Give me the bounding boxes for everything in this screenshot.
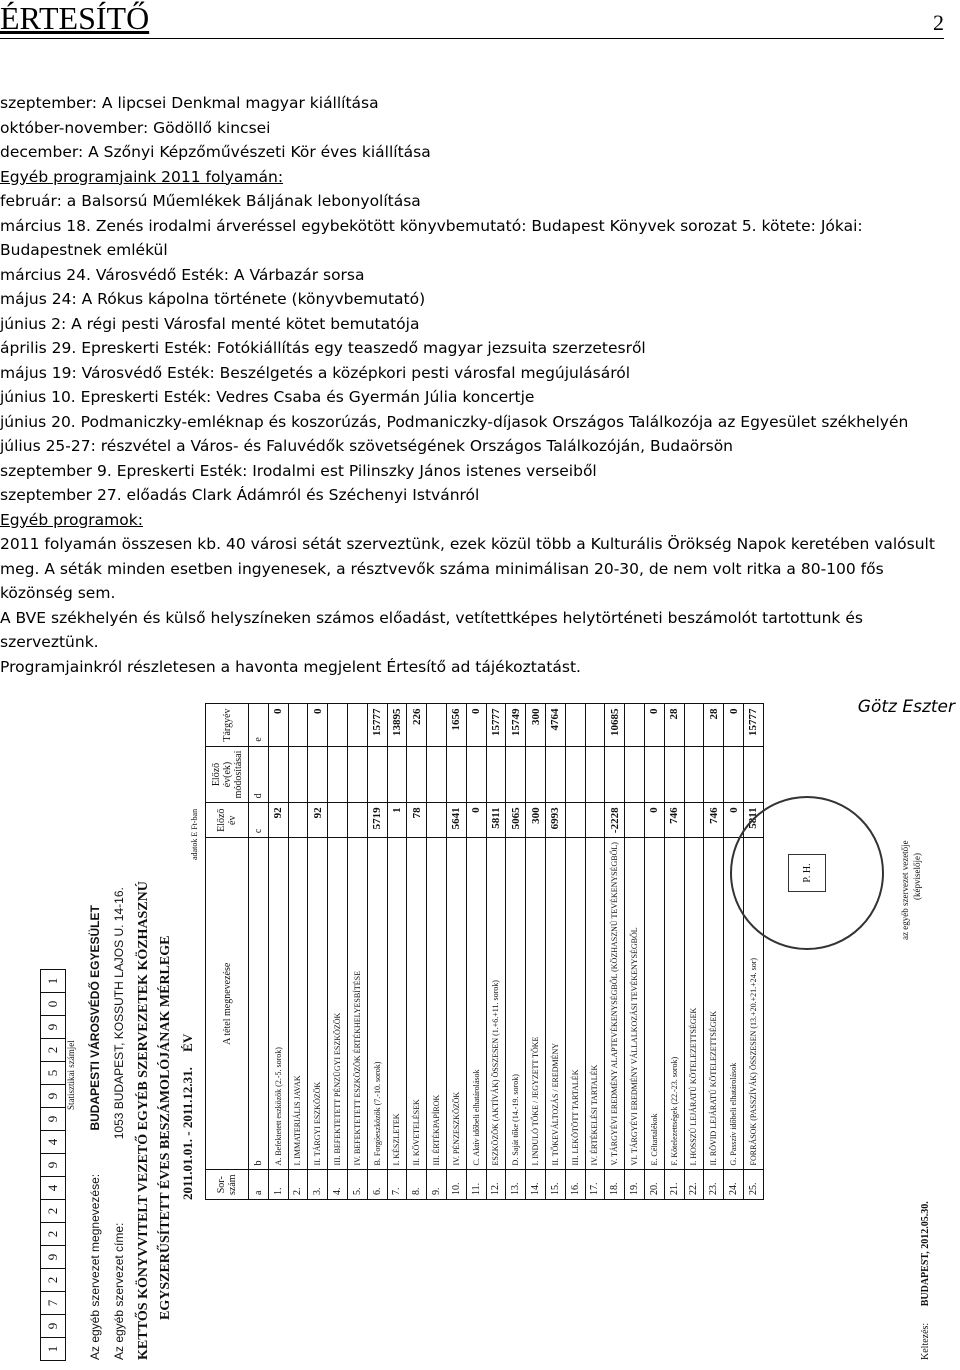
table-row [585, 704, 605, 1200]
table-row [347, 704, 367, 1200]
current-year-value: 13895 [387, 704, 407, 746]
col-header: Előző év [206, 803, 249, 838]
prev-year-adjustment [446, 746, 466, 803]
current-year-value: 28 [664, 704, 684, 746]
prev-year-value: 5811 [743, 803, 763, 838]
table-row [664, 704, 684, 1200]
org-address: 1053 BUDAPEST, KOSSUTH LAJOS U. 14-16. [112, 887, 126, 1140]
text-line: március 18. Zenés irodalmi árveréssel egybekötött könyvbemutató: Budapest Könyvek sorozat 5. kötete: Jókai: Budapestnek emlékül [0, 216, 863, 259]
prev-year-value: 300 [526, 803, 546, 838]
text-line: február: a Balsorsú Műemlékek Báljának lebonyolítása [0, 192, 421, 210]
row-label: VI. TÁRGYÉVI EREDMÉNY VÁLLALKOZÁSI TEVÉKENYSÉGBŐL [625, 838, 645, 1170]
prev-year-adjustment [268, 746, 288, 803]
text-line: március 24. Városvédő Esték: A Várbazár sorsa [0, 265, 365, 284]
row-number: 5. [347, 1170, 367, 1200]
prev-year-adjustment [288, 746, 308, 803]
prev-year-value [347, 803, 367, 838]
stat-digit: 9 [40, 1084, 66, 1108]
table-row [466, 704, 486, 1200]
stat-digit: 2 [40, 1199, 66, 1223]
prev-year-value [427, 803, 447, 838]
row-number: 13. [506, 1170, 526, 1200]
prev-year-value: 1 [387, 803, 407, 838]
row-number: 11. [466, 1170, 486, 1200]
prev-year-adjustment [367, 746, 387, 803]
prev-year-adjustment [545, 746, 565, 803]
prev-year-adjustment [644, 746, 664, 803]
prev-year-adjustment [724, 746, 744, 803]
stat-number-boxes [40, 969, 66, 1360]
reporting-period: 2011.01.01. - 2011.12.31. [180, 1067, 195, 1200]
table-row [644, 704, 664, 1200]
stat-label: Statisztikai számjel [66, 1040, 76, 1110]
prev-year-value: 0 [466, 803, 486, 838]
prev-year-adjustment [387, 746, 407, 803]
row-label: II. TÁRGYI ESZKÖZÖK [308, 838, 328, 1170]
current-year-value: 1656 [446, 704, 466, 746]
stat-digit: 1 [40, 1337, 66, 1361]
newsletter-title: ÉRTESÍTŐ [0, 0, 150, 36]
current-year-value: 226 [407, 704, 427, 746]
prev-year-value [684, 803, 704, 838]
row-label: III. ÉRTÉKPAPÍROK [427, 838, 447, 1170]
prev-year-adjustment [407, 746, 427, 803]
org-name: BUDAPESTI VÁROSVÉDŐ EGYESÜLET [88, 905, 102, 1131]
prev-year-adjustment [684, 746, 704, 803]
table-row [427, 704, 447, 1200]
organization-stamp [730, 796, 884, 950]
current-year-value: 0 [724, 704, 744, 746]
prev-year-value [288, 803, 308, 838]
table-row [387, 704, 407, 1200]
row-label: IV. ÉRTÉKELÉSI TARTALÉK [585, 838, 605, 1170]
stat-digit: 2 [40, 1268, 66, 1292]
section-heading: Egyéb programok: [0, 510, 143, 529]
prev-year-value: 5811 [486, 803, 506, 838]
row-label: V. TÁRGYÉVI EREDMÉNY ALAPTEVÉKENYSÉGBŐL (KÖZHASZNÚ TEVÉKENYSÉGBŐL) [605, 838, 625, 1170]
table-row [486, 704, 506, 1200]
current-year-value [427, 704, 447, 746]
balance-sheet-scan [40, 708, 960, 1360]
text-line: június 10. Epreskerti Esték: Vedres Csaba és Gyermán Júlia koncertje [0, 388, 535, 406]
stat-digit: 9 [40, 1015, 66, 1039]
current-year-value: 0 [466, 704, 486, 746]
table-row [565, 704, 585, 1200]
row-number: 4. [328, 1170, 348, 1200]
current-year-value [585, 704, 605, 746]
table-row [308, 704, 328, 1200]
current-year-value [565, 704, 585, 746]
stat-digit: 4 [40, 1130, 66, 1154]
table-header-row [206, 704, 249, 1200]
row-number: 20. [644, 1170, 664, 1200]
text-line: szeptember: A lipcsei Denkmal magyar kiállítása [0, 94, 379, 112]
row-label: II. KÖVETELÉSEK [407, 838, 427, 1170]
row-number: 16. [565, 1170, 585, 1200]
prev-year-adjustment [625, 746, 645, 803]
prev-year-adjustment [328, 746, 348, 803]
prev-year-value: 746 [704, 803, 724, 838]
current-year-value [347, 704, 367, 746]
text-line: december: A Szőnyi Képzőművészeti Kör éves kiállítása [0, 143, 431, 161]
text-line: július 25-27: részvétel a Város- és Faluvédők szövetségének Országos Találkozóján, Budaörsön [0, 437, 734, 455]
stat-digit: 9 [40, 1107, 66, 1131]
stat-digit: 7 [40, 1291, 66, 1315]
prev-year-value: 5641 [446, 803, 466, 838]
prev-year-adjustment [466, 746, 486, 803]
page-number: 2 [933, 10, 944, 35]
row-number: 22. [684, 1170, 704, 1200]
row-label: A. Befektetett eszközök (2.-5. sorok) [268, 838, 288, 1170]
current-year-value: 4764 [545, 704, 565, 746]
form-title-1: KETTŐS KÖNYVVITELT VEZETŐ EGYÉB SZERVEZETEK KÖZHASZNÚ [136, 881, 151, 1360]
text-line: június 2: A régi pesti Városfal menté kötet bemutatója [0, 314, 420, 333]
prev-year-adjustment [526, 746, 546, 803]
table-row [545, 704, 565, 1200]
text-line: szeptember 27. előadás Clark Ádámról és Széchenyi Istvánról [0, 486, 480, 504]
table-row [328, 704, 348, 1200]
col-header: Előző év(ek) módosításai [206, 746, 249, 803]
col-letter: e [249, 704, 269, 746]
stat-digit: 9 [40, 1314, 66, 1338]
stat-digit: 2 [40, 1038, 66, 1062]
text-line: szeptember 9. Epreskerti Esték: Irodalmi est Pilinszky János istenes verseiből [0, 461, 597, 480]
balance-rows [268, 704, 763, 1200]
row-label: F. Kötelezettségek (22.-23. sorok) [664, 838, 684, 1170]
row-label: B. Forgóeszközök (7.-10. sorok) [367, 838, 387, 1170]
row-label: II. TŐKEVÁLTOZÁS / EREDMÉNY [545, 838, 565, 1170]
table-row [743, 704, 763, 1200]
units-note: adatok E Ft-ban [190, 808, 199, 860]
col-header: A tétel megnevezése [206, 838, 249, 1170]
current-year-value: 0 [308, 704, 328, 746]
stat-digit: 1 [40, 969, 66, 993]
signer-title-2: (képviselője) [912, 853, 922, 900]
prev-year-adjustment [605, 746, 625, 803]
org-address-label: Az egyéb szervezet címe: [112, 1222, 126, 1360]
table-row [446, 704, 466, 1200]
prev-year-adjustment [664, 746, 684, 803]
row-label: G. Passzív időbeli elhatárolások [724, 838, 744, 1170]
row-number: 24. [724, 1170, 744, 1200]
current-year-value [684, 704, 704, 746]
section-heading: Egyéb programjaink 2011 folyamán: [0, 167, 284, 186]
table-row [625, 704, 645, 1200]
row-number: 12. [486, 1170, 506, 1200]
row-number: 8. [407, 1170, 427, 1200]
current-year-value: 28 [704, 704, 724, 746]
row-label: ESZKÖZÖK (AKTÍVÁK) ÖSSZESEN (1.+6.+11. sorok) [486, 838, 506, 1170]
prev-year-value: 5065 [506, 803, 526, 838]
text-paragraph: 2011 folyamán összesen kb. 40 városi sétát szerveztünk, ezek közül több a Kulturális Örökség Napok keretében valósult meg. A séták minden esetben ingyenesek, a résztvevők száma minimálisan 20-30, de nem volt ritka a 80-100 fős közönség sem. [0, 535, 935, 602]
prev-year-adjustment [506, 746, 526, 803]
row-number: 2. [288, 1170, 308, 1200]
row-label: C. Aktív időbeli elhatárolások [466, 838, 486, 1170]
signing-date: BUDAPEST, 2012.05.30. [920, 1201, 931, 1307]
current-year-value [625, 704, 645, 746]
prev-year-adjustment [347, 746, 367, 803]
text-line: június 20. Podmaniczky-emléknap és koszorúzás, Podmaniczky-díjasok Országos Találkozója az Egyesület székhelyén [0, 412, 909, 431]
prev-year-value: 92 [308, 803, 328, 838]
current-year-value: 0 [644, 704, 664, 746]
article-body [0, 91, 958, 679]
text-line: április 29. Epreskerti Esték: Fotókiállítás egy teaszedő magyar jezsuita szerzetesről [0, 339, 646, 357]
stat-digit: 9 [40, 1153, 66, 1177]
current-year-value: 15777 [367, 704, 387, 746]
table-row [704, 704, 724, 1200]
current-year-value: 15777 [743, 704, 763, 746]
row-label: I. IMMATERIÁLIS JAVAK [288, 838, 308, 1170]
col-letter: b [249, 838, 269, 1170]
stat-digit: 5 [40, 1061, 66, 1085]
row-number: 15. [545, 1170, 565, 1200]
row-label: I. KÉSZLETEK [387, 838, 407, 1170]
row-number: 7. [387, 1170, 407, 1200]
signer-title: az egyéb szervezet vezetője [900, 840, 910, 940]
row-number: 9. [427, 1170, 447, 1200]
form-title-2: EGYSZERŰSÍTETT ÉVES BESZÁMOLÓJÁNAK MÉRLEGE [158, 935, 173, 1320]
col-letter: a [249, 1170, 269, 1200]
date-label: Keltezés: [920, 1322, 931, 1360]
current-year-value: 10685 [605, 704, 625, 746]
row-number: 25. [743, 1170, 763, 1200]
text-paragraph: A BVE székhelyén és külső helyszíneken számos előadást, vetítettképes helytörténeti beszámolót tartottunk és szerveztünk. [0, 608, 863, 651]
row-number: 6. [367, 1170, 387, 1200]
prev-year-adjustment [565, 746, 585, 803]
table-row [506, 704, 526, 1200]
table-row [288, 704, 308, 1200]
table-row [407, 704, 427, 1200]
prev-year-value: 78 [407, 803, 427, 838]
prev-year-adjustment [308, 746, 328, 803]
row-number: 21. [664, 1170, 684, 1200]
current-year-value [328, 704, 348, 746]
row-number: 17. [585, 1170, 605, 1200]
row-number: 3. [308, 1170, 328, 1200]
row-label: I. INDULÓ TŐKE / JEGYZETT TŐKE [526, 838, 546, 1170]
stat-digit: 9 [40, 1245, 66, 1269]
balance-sheet-rotated [40, 708, 960, 1360]
table-row [605, 704, 625, 1200]
table-row [684, 704, 704, 1200]
text-line: Programjainkról részletesen a havonta megjelent Értesítő ad tájékoztatást. [0, 657, 581, 676]
current-year-value: 15749 [506, 704, 526, 746]
table-row [268, 704, 288, 1200]
prev-year-value [328, 803, 348, 838]
table-row [367, 704, 387, 1200]
row-label: II. RÖVID LEJÁRATÚ KÖTELEZETTSÉGEK [704, 838, 724, 1170]
prev-year-adjustment [427, 746, 447, 803]
prev-year-adjustment [486, 746, 506, 803]
row-label: I. HOSSZÚ LEJÁRATÚ KÖTELEZETTSÉGEK [684, 838, 704, 1170]
row-number: 14. [526, 1170, 546, 1200]
text-line: május 24: A Rókus kápolna története (könyvbemutató) [0, 290, 426, 308]
row-label: IV. BEFEKTETETT ESZKÖZÖK ÉRTÉKHELYESBÍTÉSE [347, 838, 367, 1170]
prev-year-value: 5719 [367, 803, 387, 838]
prev-year-adjustment [743, 746, 763, 803]
stat-digit: 4 [40, 1176, 66, 1200]
col-letter: c [249, 803, 269, 838]
row-label: FORRÁSOK (PASSZÍVÁK) ÖSSZESEN (13.+20.+21.+24. sor) [743, 838, 763, 1170]
table-row [724, 704, 744, 1200]
author-signature: Götz Eszter [857, 697, 955, 717]
prev-year-value [625, 803, 645, 838]
prev-year-value: 6993 [545, 803, 565, 838]
prev-year-adjustment [704, 746, 724, 803]
period-unit: ÉV [180, 1033, 195, 1052]
prev-year-value: 746 [664, 803, 684, 838]
stat-digit: 2 [40, 1222, 66, 1246]
text-line: május 19: Városvédő Esték: Beszélgetés a középkori pesti városfal megújulásáról [0, 363, 631, 382]
current-year-value: 0 [268, 704, 288, 746]
prev-year-adjustment [585, 746, 605, 803]
balance-table [205, 703, 764, 1200]
current-year-value: 15777 [486, 704, 506, 746]
row-label: III. LEKÖTÖTT TARTALÉK [565, 838, 585, 1170]
prev-year-value: 92 [268, 803, 288, 838]
prev-year-value: 0 [644, 803, 664, 838]
row-number: 19. [625, 1170, 645, 1200]
prev-year-value [565, 803, 585, 838]
table-row [526, 704, 546, 1200]
row-label: E. Céltartalékok [644, 838, 664, 1170]
col-letter: d [249, 746, 269, 803]
col-header: Sor-szám [206, 1170, 249, 1200]
text-line: október-november: Gödöllő kincsei [0, 118, 271, 137]
row-number: 10. [446, 1170, 466, 1200]
col-header: Tárgyév [206, 704, 249, 746]
row-number: 18. [605, 1170, 625, 1200]
row-number: 1. [268, 1170, 288, 1200]
prev-year-value: 0 [724, 803, 744, 838]
prev-year-value: -2228 [605, 803, 625, 838]
org-name-label: Az egyéb szervezet megnevezése: [88, 1173, 102, 1360]
row-number: 23. [704, 1170, 724, 1200]
row-label: III. BEFEKTETETT PÉNZÜGYI ESZKÖZÖK [328, 838, 348, 1170]
page-header [0, 2, 944, 39]
stat-digit: 0 [40, 992, 66, 1016]
table-letter-row [249, 704, 269, 1200]
row-label: IV. PÉNZESZKÖZÖK [446, 838, 466, 1170]
prev-year-value [585, 803, 605, 838]
current-year-value [288, 704, 308, 746]
stamp-center: P. H. [788, 854, 826, 892]
row-label: D. Saját tőke (14.-19. sorok) [506, 838, 526, 1170]
current-year-value: 300 [526, 704, 546, 746]
